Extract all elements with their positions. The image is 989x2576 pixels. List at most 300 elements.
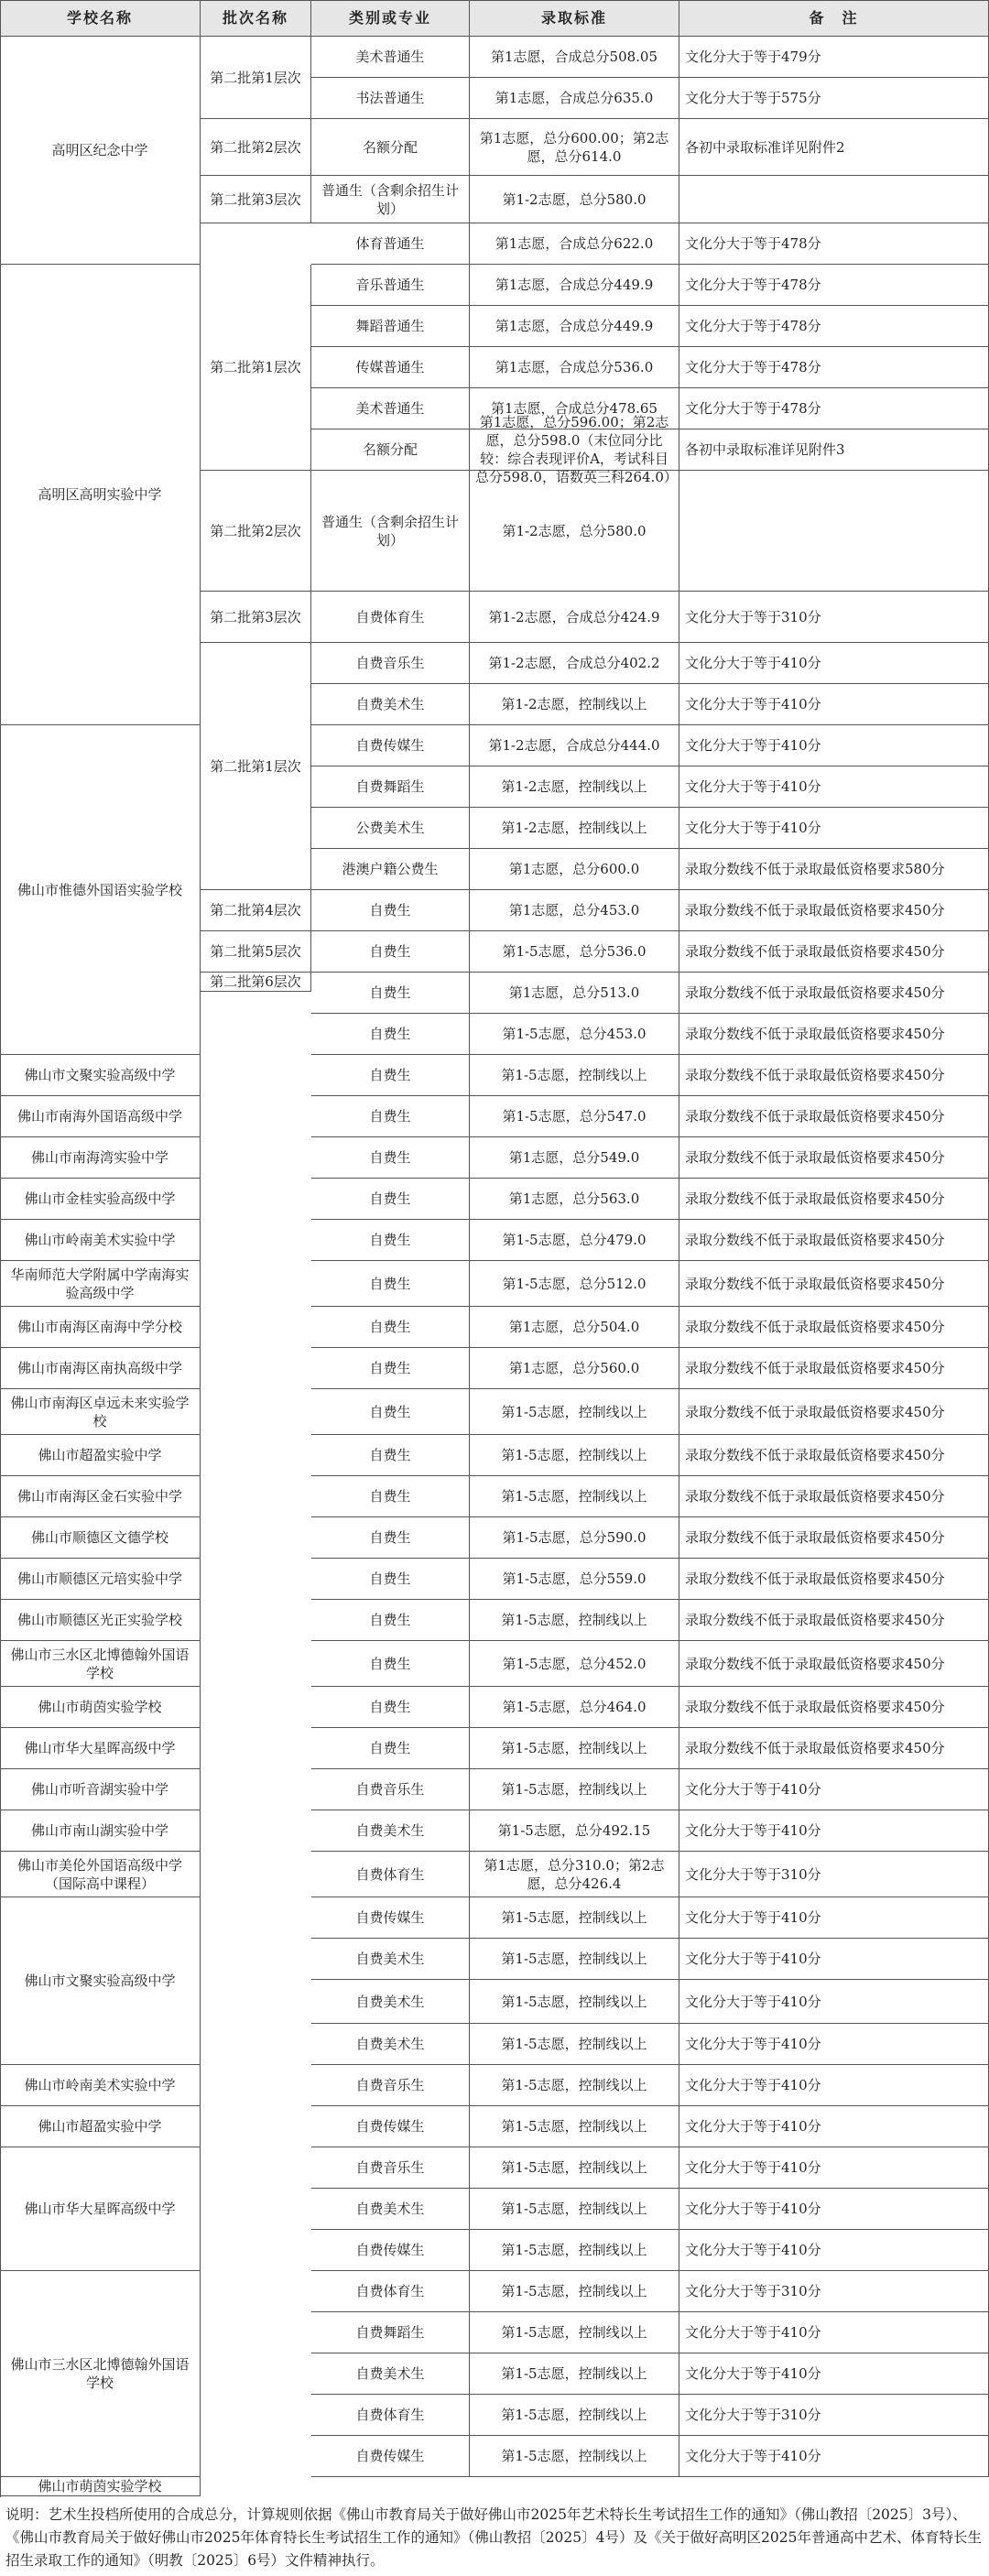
standard-cell-text: 第1志愿，总分513.0 [508, 984, 640, 1001]
school-name-cell [0, 1476, 201, 1517]
school-name-cell-text: 佛山市超盈实验中学 [38, 1447, 162, 1463]
category-cell-text: 自费体育生 [355, 1865, 425, 1883]
remark-cell [679, 1980, 989, 2024]
remark-cell [679, 37, 989, 78]
category-cell [311, 2024, 470, 2065]
remark-cell [679, 2395, 989, 2436]
category-cell [311, 1897, 470, 1939]
remark-cell [679, 2230, 989, 2271]
header-cell [311, 0, 470, 37]
category-cell [311, 2353, 470, 2395]
standard-cell [470, 306, 679, 347]
category-cell [311, 1137, 470, 1179]
header-cell [201, 0, 311, 37]
standard-cell-text: 第1志愿，合成总分449.9 [494, 277, 654, 293]
category-cell [311, 1728, 470, 1769]
remark-cell-text: 录取分数线不低于录取最低资格要求450分 [685, 1026, 945, 1042]
remark-cell-text: 录取分数线不低于录取最低资格要求450分 [685, 1529, 945, 1546]
school-name-cell-text: 佛山市金桂实验高级中学 [24, 1190, 176, 1207]
category-cell [311, 223, 470, 265]
remark-cell-text: 录取分数线不低于录取最低资格要求450分 [685, 984, 945, 1001]
batch-name-cell-text: 第二批第2层次 [210, 522, 301, 539]
standard-cell [470, 1769, 679, 1810]
standard-cell-text: 第1-5志愿，控制线以上 [501, 1612, 647, 1628]
standard-cell [470, 890, 679, 931]
standard-cell [470, 684, 679, 725]
category-cell [311, 931, 470, 973]
standard-cell-text: 第1志愿，总分596.00；第2志愿，总分598.0（末位同分比较：综合表现评价A，考试科目总分598.0，语数英三科264.0） [475, 414, 678, 485]
remark-cell [679, 1055, 989, 1096]
remark-cell-text: 文化分大于等于310分 [685, 2407, 821, 2423]
standard-cell-text: 第1-5志愿，控制线以上 [501, 2159, 647, 2176]
standard-cell-text: 第1-2志愿，控制线以上 [501, 820, 647, 836]
standard-cell-text: 第1志愿，总分560.0 [508, 1360, 640, 1376]
standard-cell-text: 第1志愿，合成总分635.0 [494, 90, 654, 106]
school-name-cell [0, 1852, 201, 1897]
category-cell [311, 1261, 470, 1307]
remark-cell [679, 1179, 989, 1220]
category-cell-text: 传媒普通生 [355, 359, 425, 375]
category-cell [311, 2065, 470, 2106]
standard-cell-text: 第1-5志愿，控制线以上 [501, 1951, 647, 1967]
standard-cell [470, 2271, 679, 2312]
category-cell-text: 自费传媒生 [355, 2448, 425, 2464]
category-cell-text: 音乐普通生 [355, 277, 425, 293]
standard-cell [470, 592, 679, 643]
remark-cell-text: 录取分数线不低于录取最低资格要求450分 [685, 1275, 945, 1292]
category-cell [311, 1600, 470, 1641]
school-name-cell-text: 佛山市文聚实验高级中学 [24, 1973, 176, 1989]
standard-cell-text: 第1-5志愿，控制线以上 [501, 1067, 647, 1083]
category-cell [311, 1810, 470, 1852]
category-cell-text: 自费生 [369, 1319, 411, 1335]
standard-cell [470, 176, 679, 223]
remark-cell [679, 2271, 989, 2312]
remark-cell [679, 2024, 989, 2065]
school-name-cell-text: 佛山市南山湖实验中学 [30, 1822, 168, 1839]
category-cell [311, 1014, 470, 1055]
school-name-cell [0, 1769, 201, 1810]
category-cell [311, 592, 470, 643]
school-name-cell [0, 1055, 201, 1096]
remark-cell-text: 各初中录取标准详见附件3 [685, 441, 845, 458]
category-cell-text: 名额分配 [362, 138, 418, 156]
standard-cell [470, 2436, 679, 2477]
category-cell-text: 体育普通生 [355, 235, 425, 252]
category-cell [311, 1476, 470, 1517]
school-name-cell-text: 佛山市岭南美术实验中学 [24, 1232, 176, 1248]
standard-cell-text: 第1-5志愿，控制线以上 [501, 2242, 647, 2258]
school-name-cell-text: 佛山市南海外国语高级中学 [16, 1108, 182, 1125]
school-name-cell [0, 1559, 201, 1600]
remark-cell [679, 2147, 989, 2189]
category-cell [311, 2271, 470, 2312]
category-cell-text: 自费生 [369, 1275, 411, 1292]
standard-cell [470, 725, 679, 766]
school-name-cell-text: 佛山市顺德区元培实验中学 [16, 1571, 182, 1587]
standard-cell [470, 78, 679, 119]
category-cell-text: 美术普通生 [355, 49, 425, 65]
standard-cell [470, 265, 679, 306]
header-cell [679, 0, 989, 37]
standard-cell [470, 2065, 679, 2106]
remark-cell [679, 808, 989, 849]
remark-cell-text: 录取分数线不低于录取最低资格要求450分 [685, 1740, 945, 1756]
remark-cell-text: 文化分大于等于410分 [685, 696, 821, 712]
standard-cell-text: 第1志愿，合成总分478.65 [490, 400, 658, 417]
category-cell [311, 306, 470, 347]
category-cell-text: 自费生 [369, 943, 411, 960]
standard-cell-text: 第1-5志愿，控制线以上 [501, 2283, 647, 2299]
batch-name-cell [201, 176, 311, 223]
standard-cell-text: 第1-5志愿，控制线以上 [501, 2201, 647, 2217]
standard-cell-text: 第1-5志愿，控制线以上 [501, 2036, 647, 2052]
standard-cell [470, 1476, 679, 1517]
standard-cell-text: 第1志愿，总分504.0 [508, 1319, 640, 1335]
batch-name-cell-text: 第二批第1层次 [210, 359, 301, 375]
school-name-cell [0, 1728, 201, 1769]
remark-cell-text: 文化分大于等于478分 [685, 277, 821, 293]
remark-cell [679, 684, 989, 725]
school-name-cell-text: 佛山市南海区卓远未来实验学校 [10, 1394, 190, 1429]
remark-cell-text: 文化分大于等于410分 [685, 1993, 821, 2010]
category-cell-text: 自费音乐生 [355, 1781, 425, 1798]
standard-cell-text: 第1志愿，总分549.0 [508, 1149, 640, 1166]
category-cell-text: 港澳户籍公费生 [342, 861, 439, 877]
category-cell [311, 890, 470, 931]
batch-name-cell-text: 第二批第2层次 [210, 138, 301, 156]
category-cell [311, 1220, 470, 1261]
standard-cell-text: 第1-2志愿，总分580.0 [502, 190, 647, 208]
remark-cell [679, 119, 989, 176]
category-cell [311, 684, 470, 725]
category-cell-text: 自费生 [369, 1108, 411, 1125]
standard-cell [470, 2312, 679, 2353]
school-name-cell [0, 265, 201, 725]
footnote: 说明：艺术生投档所使用的合成总分，计算规则依据《佛山市教育局关于做好佛山市2025年艺术特长生考试招生工作的通知》（佛山教招〔2025〕3号）、《佛山市教育局关于做好佛山市2025年体育特长生考试招生工作的通知》（佛山教招〔2025〕4号）及《关于做好高明区2025年普通高中艺术、体育特长生招生录取工作的通知》（明教〔2025〕6号）文件精神执行。 [5, 2506, 982, 2569]
school-name-cell [0, 1348, 201, 1389]
remark-cell-text: 文化分大于等于478分 [685, 400, 821, 417]
category-cell-text: 自费生 [369, 1655, 411, 1672]
remark-cell [679, 2106, 989, 2147]
category-cell [311, 176, 470, 223]
school-name-cell-text: 佛山市美伦外国语高级中学（国际高中课程） [16, 1856, 182, 1892]
standard-cell-text: 第1志愿，合成总分536.0 [494, 359, 654, 375]
category-cell [311, 1055, 470, 1096]
category-cell [311, 1687, 470, 1728]
category-cell [311, 1348, 470, 1389]
standard-cell-text: 第1-5志愿，控制线以上 [501, 1909, 647, 1926]
standard-cell [470, 414, 679, 485]
remark-cell-text: 文化分大于等于410分 [685, 2242, 821, 2258]
category-cell [311, 1641, 470, 1687]
remark-cell-text: 文化分大于等于310分 [685, 1865, 821, 1883]
category-cell [311, 1939, 470, 1980]
remark-cell-text: 文化分大于等于310分 [685, 2283, 821, 2299]
school-name-cell [0, 2147, 201, 2271]
standard-cell-text: 第1-5志愿，总分512.0 [502, 1275, 647, 1292]
category-cell-text: 自费生 [369, 1360, 411, 1376]
standard-cell [470, 1852, 679, 1897]
remark-cell-text: 录取分数线不低于录取最低资格要求450分 [685, 1232, 945, 1248]
category-cell-text: 舞蹈普通生 [355, 318, 425, 334]
standard-cell [470, 766, 679, 808]
category-cell [311, 1389, 470, 1435]
category-cell-text: 自费美术生 [355, 696, 425, 712]
school-name-cell-text: 华南师范大学附属中学南海实验高级中学 [10, 1266, 190, 1301]
category-cell-text: 自费舞蹈生 [355, 778, 425, 795]
remark-cell [679, 2312, 989, 2353]
remark-cell [679, 2436, 989, 2477]
standard-cell-text: 第1-5志愿，控制线以上 [501, 2077, 647, 2093]
category-cell [311, 2147, 470, 2189]
header-cell-text: 批次名称 [222, 8, 288, 27]
category-cell-text: 自费生 [369, 1571, 411, 1587]
category-cell [311, 1559, 470, 1600]
remark-cell-text: 各初中录取标准详见附件2 [685, 138, 845, 156]
school-name-cell [0, 1810, 201, 1852]
remark-cell [679, 1476, 989, 1517]
category-cell [311, 643, 470, 684]
category-cell [311, 1769, 470, 1810]
remark-cell-text: 文化分大于等于478分 [685, 235, 821, 252]
category-cell [311, 1435, 470, 1476]
remark-cell-text: 录取分数线不低于录取最低资格要求450分 [685, 1655, 945, 1672]
batch-name-cell [201, 973, 311, 992]
category-cell [311, 849, 470, 890]
category-cell [311, 471, 470, 592]
school-name-cell-text: 佛山市南海区南海中学分校 [16, 1319, 182, 1335]
remark-cell [679, 1096, 989, 1137]
remark-cell-text: 文化分大于等于310分 [685, 608, 821, 625]
standard-cell [470, 2189, 679, 2230]
category-cell-text: 自费生 [369, 1740, 411, 1756]
remark-cell-text: 文化分大于等于410分 [685, 2036, 821, 2052]
remark-cell [679, 1517, 989, 1559]
remark-cell-text: 文化分大于等于410分 [685, 2448, 821, 2464]
category-cell-text: 自费生 [369, 1190, 411, 1207]
standard-cell-text: 第1志愿，总分310.0；第2志愿，总分426.4 [484, 1856, 665, 1892]
remark-cell [679, 1852, 989, 1897]
standard-cell-text: 第1志愿，总分600.0 [508, 861, 640, 877]
standard-cell [470, 931, 679, 973]
category-cell-text: 自费美术生 [355, 2365, 425, 2382]
standard-cell-text: 第1-2志愿，合成总分444.0 [488, 737, 660, 754]
batch-name-cell [201, 119, 311, 176]
school-name-cell-text: 高明区高明实验中学 [38, 486, 162, 503]
remark-cell [679, 725, 989, 766]
category-cell [311, 973, 470, 1014]
batch-name-cell-text: 第二批第1层次 [210, 757, 301, 775]
remark-cell [679, 1389, 989, 1435]
remark-cell-text: 文化分大于等于410分 [685, 2118, 821, 2135]
standard-cell [470, 1687, 679, 1728]
remark-cell [679, 592, 989, 643]
batch-name-cell-text: 第二批第4层次 [210, 902, 301, 918]
remark-cell-text: 录取分数线不低于录取最低资格要求450分 [685, 1319, 945, 1335]
remark-cell [679, 973, 989, 1014]
standard-cell-text: 第1-2志愿，控制线以上 [501, 778, 647, 795]
category-cell [311, 429, 470, 471]
standard-cell [470, 2230, 679, 2271]
remark-cell-text: 文化分大于等于478分 [685, 359, 821, 375]
school-name-cell-text: 佛山市超盈实验中学 [38, 2118, 162, 2135]
school-name-cell [0, 1517, 201, 1559]
standard-cell-text: 第1-5志愿，控制线以上 [501, 1403, 647, 1420]
standard-cell [470, 1980, 679, 2024]
standard-cell-text: 第1-2志愿，合成总分424.9 [488, 608, 660, 625]
remark-cell [679, 2353, 989, 2395]
school-name-cell [0, 1897, 201, 2065]
school-name-cell [0, 1307, 201, 1348]
standard-cell [470, 849, 679, 890]
standard-cell-text: 第1-5志愿，总分464.0 [502, 1699, 647, 1715]
category-cell [311, 1852, 470, 1897]
category-cell-text: 自费生 [369, 1026, 411, 1042]
standard-cell [470, 1389, 679, 1435]
standard-cell [470, 223, 679, 265]
school-name-cell [0, 37, 201, 265]
category-cell-text: 普通生（含剩余招生计划） [321, 513, 459, 549]
standard-cell [470, 1897, 679, 1939]
standard-cell-text: 第1-5志愿，控制线以上 [501, 1781, 647, 1798]
remark-cell [679, 347, 989, 388]
school-name-cell-text: 佛山市顺德区文德学校 [30, 1529, 168, 1546]
category-cell [311, 2395, 470, 2436]
school-name-cell-text: 佛山市南海区南执高级中学 [16, 1360, 182, 1376]
header-cell-text: 学校名称 [66, 8, 133, 27]
category-cell-text: 公费美术生 [355, 820, 425, 836]
category-cell-text: 自费体育生 [355, 608, 425, 625]
category-cell [311, 1096, 470, 1137]
category-cell-text: 美术普通生 [355, 400, 425, 417]
standard-cell [470, 1261, 679, 1307]
category-cell-text: 自费体育生 [355, 2283, 425, 2299]
standard-cell-text: 第1-5志愿，控制线以上 [501, 2324, 647, 2341]
remark-cell [679, 1897, 989, 1939]
remark-cell-text: 录取分数线不低于录取最低资格要求450分 [685, 1360, 945, 1376]
remark-cell [679, 1348, 989, 1389]
standard-cell [470, 2106, 679, 2147]
standard-cell [470, 1559, 679, 1600]
remark-cell-text: 录取分数线不低于录取最低资格要求450分 [685, 1571, 945, 1587]
standard-cell-text: 第1-5志愿，总分452.0 [502, 1655, 647, 1672]
school-name-cell-text: 高明区纪念中学 [51, 142, 148, 158]
remark-cell-text: 文化分大于等于410分 [685, 2201, 821, 2217]
remark-cell [679, 1769, 989, 1810]
standard-cell [470, 119, 679, 176]
standard-cell-text: 第1-5志愿，总分536.0 [502, 943, 647, 960]
standard-cell [470, 1307, 679, 1348]
category-cell-text: 自费音乐生 [355, 655, 425, 671]
category-cell-text: 自费生 [369, 1149, 411, 1166]
standard-cell-text: 第1-5志愿，控制线以上 [501, 1740, 647, 1756]
remark-cell [679, 931, 989, 973]
category-cell [311, 388, 470, 429]
remark-cell [679, 1810, 989, 1852]
remark-cell-text: 文化分大于等于410分 [685, 1909, 821, 1926]
standard-cell [470, 1517, 679, 1559]
remark-cell-text: 录取分数线不低于录取最低资格要求450分 [685, 1699, 945, 1715]
school-name-cell [0, 1096, 201, 1137]
school-name-cell-text: 佛山市顺德区光正实验学校 [16, 1612, 182, 1628]
category-cell-text: 自费生 [369, 1403, 411, 1420]
school-name-cell-text: 佛山市听音湖实验中学 [30, 1781, 168, 1798]
school-name-cell [0, 1179, 201, 1220]
standard-cell [470, 1137, 679, 1179]
school-name-cell [0, 2477, 201, 2496]
standard-cell-text: 第1志愿，合成总分449.9 [494, 318, 654, 334]
standard-cell [470, 2353, 679, 2395]
category-cell-text: 自费生 [369, 1529, 411, 1546]
category-cell [311, 808, 470, 849]
standard-cell [470, 471, 679, 592]
standard-cell-text: 第1-2志愿，控制线以上 [501, 696, 647, 712]
remark-cell [679, 2189, 989, 2230]
remark-cell [679, 1307, 989, 1348]
school-name-cell [0, 1261, 201, 1307]
remark-cell [679, 223, 989, 265]
school-name-cell [0, 725, 201, 1055]
category-cell [311, 347, 470, 388]
standard-cell-text: 第1-5志愿，控制线以上 [501, 2448, 647, 2464]
category-cell-text: 自费传媒生 [355, 2242, 425, 2258]
category-cell-text: 自费美术生 [355, 2201, 425, 2217]
header-cell [470, 0, 679, 37]
remark-cell [679, 429, 989, 471]
remark-cell [679, 1559, 989, 1600]
standard-cell-text: 第1-5志愿，控制线以上 [501, 2365, 647, 2382]
remark-cell-text: 文化分大于等于410分 [685, 1951, 821, 1967]
category-cell-text: 普通生（含剩余招生计划） [321, 181, 459, 217]
remark-cell [679, 388, 989, 429]
school-name-cell [0, 1137, 201, 1179]
category-cell [311, 725, 470, 766]
school-name-cell [0, 1389, 201, 1435]
remark-cell [679, 1014, 989, 1055]
remark-cell-text: 文化分大于等于410分 [685, 1822, 821, 1839]
standard-cell [470, 1179, 679, 1220]
category-cell [311, 1307, 470, 1348]
category-cell [311, 78, 470, 119]
category-cell [311, 265, 470, 306]
header-cell-text: 录取标准 [540, 8, 607, 27]
remark-cell-text: 文化分大于等于410分 [685, 2365, 821, 2382]
category-cell-text: 自费传媒生 [355, 1909, 425, 1926]
category-cell-text: 自费生 [369, 1232, 411, 1248]
batch-name-cell [201, 890, 311, 931]
category-cell [311, 766, 470, 808]
school-name-cell-text: 佛山市华大星晖高级中学 [24, 1740, 176, 1756]
category-cell-text: 名额分配 [362, 441, 418, 458]
school-name-cell-text: 佛山市三水区北博德翰外国语学校 [10, 2356, 190, 2391]
category-cell-text: 自费音乐生 [355, 2077, 425, 2093]
standard-cell-text: 第1-5志愿，总分547.0 [502, 1108, 647, 1125]
batch-name-cell-text: 第二批第6层次 [210, 973, 301, 990]
remark-cell-text: 录取分数线不低于录取最低资格要求450分 [685, 1488, 945, 1505]
batch-name-cell [201, 265, 311, 471]
school-name-cell-text: 佛山市南海区金石实验中学 [16, 1488, 182, 1505]
remark-cell-text: 文化分大于等于479分 [685, 49, 821, 65]
remark-cell [679, 890, 989, 931]
remark-cell [679, 1261, 989, 1307]
batch-name-cell-text: 第二批第3层次 [210, 608, 301, 625]
school-name-cell-text: 佛山市惟德外国语实验学校 [16, 881, 182, 898]
category-cell-text: 自费美术生 [355, 1993, 425, 2010]
remark-cell-text: 文化分大于等于478分 [685, 318, 821, 334]
category-cell-text: 自费传媒生 [355, 2118, 425, 2135]
batch-name-cell [201, 592, 311, 643]
